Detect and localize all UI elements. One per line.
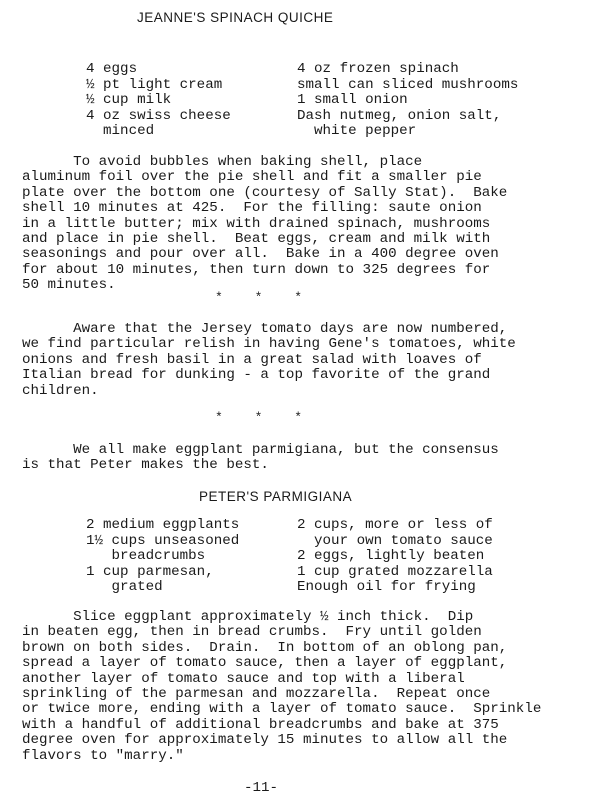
ingredient: your own tomato sauce <box>297 532 493 549</box>
ingredient: white pepper <box>297 123 417 140</box>
paragraph-line: children. <box>22 382 99 399</box>
ingredient: minced <box>86 123 155 140</box>
paragraph-line: with a handful of additional breadcrumbs and bake at 375 <box>22 716 499 733</box>
ingredient: 2 cups, more or less of <box>297 517 493 533</box>
quiche-ingredients-right <box>297 62 518 140</box>
paragraph-line: is that Peter makes the best. <box>22 457 269 474</box>
section-separator: * * * <box>215 290 315 305</box>
ingredient: 4 oz swiss cheese <box>86 107 231 124</box>
paragraph-line: We all make eggplant parmigiana, but the consensus <box>22 442 499 458</box>
parmigiana-directions <box>22 610 541 764</box>
paragraph-line: brown on both sides. Drain. In bottom of an oblong pan, <box>22 639 508 656</box>
recipe-title-parmigiana: PETER'S PARMIGIANA <box>199 489 353 504</box>
paragraph-line: aluminum foil over the pie shell and fit a smaller pie <box>22 169 482 186</box>
parmigiana-ingredients-right <box>297 518 493 596</box>
paragraph-line: another layer of tomato sauce and top with a liberal <box>22 670 465 687</box>
parmigiana-ingredients-left <box>86 518 239 596</box>
paragraph-line: Italian bread for dunking - a top favorite of the grand <box>22 367 491 384</box>
paragraph-line: Slice eggplant approximately ½ inch thick. Dip <box>22 609 474 625</box>
paragraph-line: in a little butter; mix with drained spinach, mushrooms <box>22 215 491 232</box>
page-number: -11- <box>244 780 279 796</box>
tomato-paragraph <box>22 322 516 399</box>
paragraph-line: shell 10 minutes at 425. For the filling: saute onion <box>22 200 482 217</box>
ingredient: 2 eggs, lightly beaten <box>297 548 485 565</box>
quiche-ingredients-left <box>86 62 231 140</box>
paragraph-line: or twice more, ending with a layer of tomato sauce. Sprinkle <box>22 701 542 718</box>
ingredient: grated <box>86 579 163 596</box>
ingredient: small can sliced mushrooms <box>297 76 519 93</box>
ingredient: 4 eggs <box>86 61 138 77</box>
ingredient: Enough oil for frying <box>297 579 476 596</box>
paragraph-line: onions and fresh basil in a great salad with loaves of <box>22 351 482 368</box>
paragraph-line: and place in pie shell. Beat eggs, cream and milk with <box>22 231 491 248</box>
paragraph-line: seasonings and pour over all. Bake in a 400 degree oven <box>22 246 499 263</box>
paragraph-line: we find particular relish in having Gene's tomatoes, white <box>22 336 516 353</box>
paragraph-line: 50 minutes. <box>22 277 116 294</box>
paragraph-line: flavors to "marry." <box>22 747 184 764</box>
ingredient: 2 medium eggplants <box>86 517 240 533</box>
ingredient: ½ pt light cream <box>86 76 223 93</box>
paragraph-line: spread a layer of tomato sauce, then a layer of eggplant, <box>22 655 508 672</box>
ingredient: Dash nutmeg, onion salt, <box>297 107 502 124</box>
ingredient: 4 oz frozen spinach <box>297 61 459 77</box>
ingredient: 1 cup parmesan, <box>86 563 214 580</box>
quiche-directions <box>22 155 507 294</box>
ingredient: ½ cup milk <box>86 92 172 109</box>
ingredient: breadcrumbs <box>86 548 206 565</box>
ingredient: 1 cup grated mozzarella <box>297 563 493 580</box>
paragraph-line: for about 10 minutes, then turn down to 325 degrees for <box>22 261 491 278</box>
section-separator: * * * <box>215 410 315 425</box>
paragraph-line: sprinkling of the parmesan and mozzarella. Repeat once <box>22 686 491 703</box>
paragraph-line: Aware that the Jersey tomato days are now numbered, <box>22 321 508 337</box>
recipe-title-quiche: JEANNE'S SPINACH QUICHE <box>137 10 334 25</box>
paragraph-line: in beaten egg, then in bread crumbs. Fry until golden <box>22 624 482 641</box>
ingredient: 1 small onion <box>297 92 408 109</box>
paragraph-line: degree oven for approximately 15 minutes to allow all the <box>22 732 508 749</box>
ingredient: 1½ cups unseasoned <box>86 532 240 549</box>
paragraph-line: plate over the bottom one (courtesy of Sally Stat). Bake <box>22 184 508 201</box>
paragraph-line: To avoid bubbles when baking shell, place <box>22 154 423 170</box>
eggplant-paragraph <box>22 443 499 474</box>
